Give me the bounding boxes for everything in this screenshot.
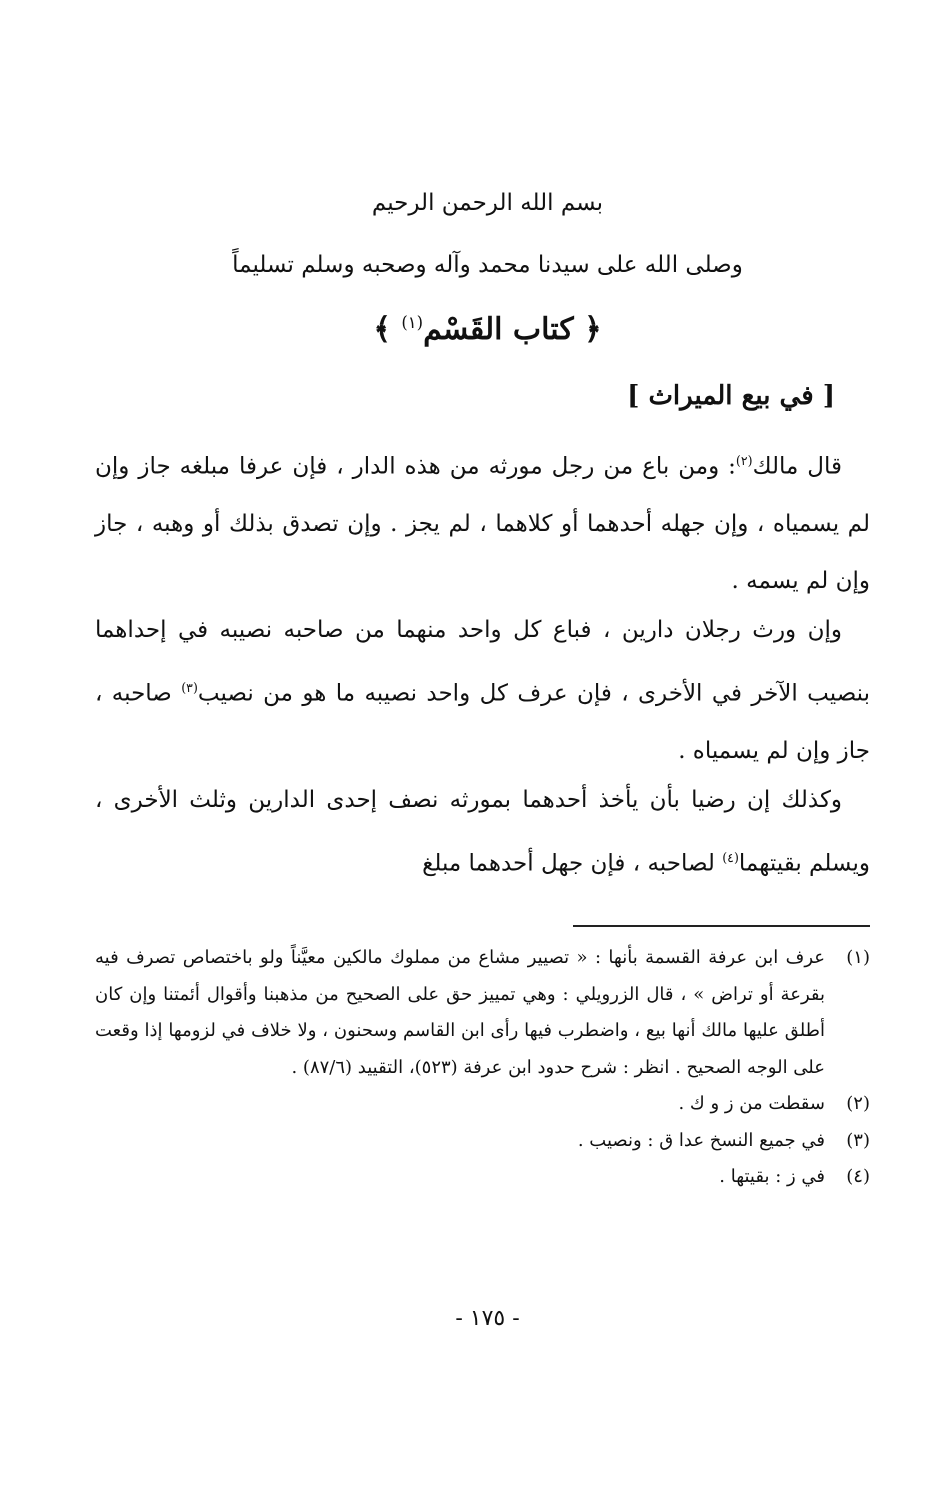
paragraph-3-text: [95, 772, 870, 893]
title-footnote-ref: (١): [401, 313, 424, 332]
paragraph-2-start: وإن ورث رجلان دارين ، فباع كل واحد منهما من صاحبه نصيبه في إحداهما بنصيب الآخر في الأخرى ، فإن عرف كل واحد نصيبه ما هو من نصيب: [95, 617, 870, 707]
footnote-item: [95, 940, 870, 1086]
section-heading: [ في بيع الميراث ]: [627, 381, 835, 411]
paragraph-2-rest: صاحبه ، جاز وإن لم يسمياه .: [95, 680, 870, 764]
paragraph-3-rest: لصاحبه ، فإن جهل أحدهما مبلغ: [422, 850, 723, 877]
paragraph-2: [95, 602, 870, 780]
footnote-text: في ز : بقيتها .: [719, 1166, 825, 1187]
paragraph-1-rest: : ومن باع من رجل مورثه من هذه الدار ، فإن عرفا مبلغه جاز وإن لم يسمياه ، وإن جهله أحدهما أو كلاهما ، لم يجز . وإن تصدق بذلك أو وهبه ، جاز وإن لم يسمه .: [95, 453, 870, 594]
footnote-number: (١): [846, 947, 870, 968]
page-number: - ١٧٥ -: [455, 1306, 520, 1331]
book-title: [95, 312, 880, 347]
footnote-item: [95, 1123, 870, 1160]
title-open-bracket: ﴿: [584, 312, 602, 347]
footnote-ref-3: (٣): [181, 680, 198, 695]
footnote-item: [95, 1159, 870, 1196]
footnote-separator: [573, 925, 870, 927]
footnote-number: (٤): [846, 1166, 870, 1187]
paragraph-3: [95, 772, 870, 893]
paragraph-1-start: قال مالك: [752, 453, 842, 480]
footnote-text: عرف ابن عرفة القسمة بأنها : « تصيير مشاع من مملوك مالكين معيَّناً ولو باختصاص تصرف فيه بقرعة أو تراض » ، قال الزرويلي : وهي تمييز حق على الصحيح من مذهبنا وأقوال أئمتنا وإن كان أطلق عليها مالك أنها بيع ، واضطرب فيها رأى ابن القاسم وسحنون ، ولا خلاف في لزومها إذا وقعت على الوجه الصحيح . انظر : شرح حدود ابن عرفة (٥٢٣)، التقييد (٨٧/٦) .: [95, 947, 825, 1078]
footnote-ref-2: (٢): [735, 453, 753, 468]
footnote-text: سقطت من ز و ك .: [678, 1093, 825, 1114]
footnotes: [95, 940, 870, 1196]
paragraph-1-text: [95, 432, 870, 610]
title-close-bracket: ﴾: [373, 312, 391, 347]
paragraph-1: [95, 432, 870, 610]
document-page: [95, 0, 880, 1498]
footnote-item: [95, 1086, 870, 1123]
footnote-number: (٢): [846, 1093, 870, 1114]
footnote-number: (٣): [846, 1129, 870, 1151]
paragraph-2-text: [95, 602, 870, 780]
salawat-line: وصلى الله على سيدنا محمد وآله وصحبه وسلم تسليماً: [232, 252, 743, 278]
basmala: بسم الله الرحمن الرحيم: [371, 190, 604, 216]
footnote-text: في جميع النسخ عدا ق : ونصيب .: [577, 1129, 825, 1151]
footnote-ref-4: (٤): [722, 850, 739, 865]
paragraph-3-start: وكذلك إن رضيا بأن يأخذ أحدهما بمورثه نصف إحدى الدارين وثلث الأخرى ، ويسلم بقيتهما: [95, 787, 870, 877]
title-text: كتاب القَسْم: [423, 312, 574, 347]
